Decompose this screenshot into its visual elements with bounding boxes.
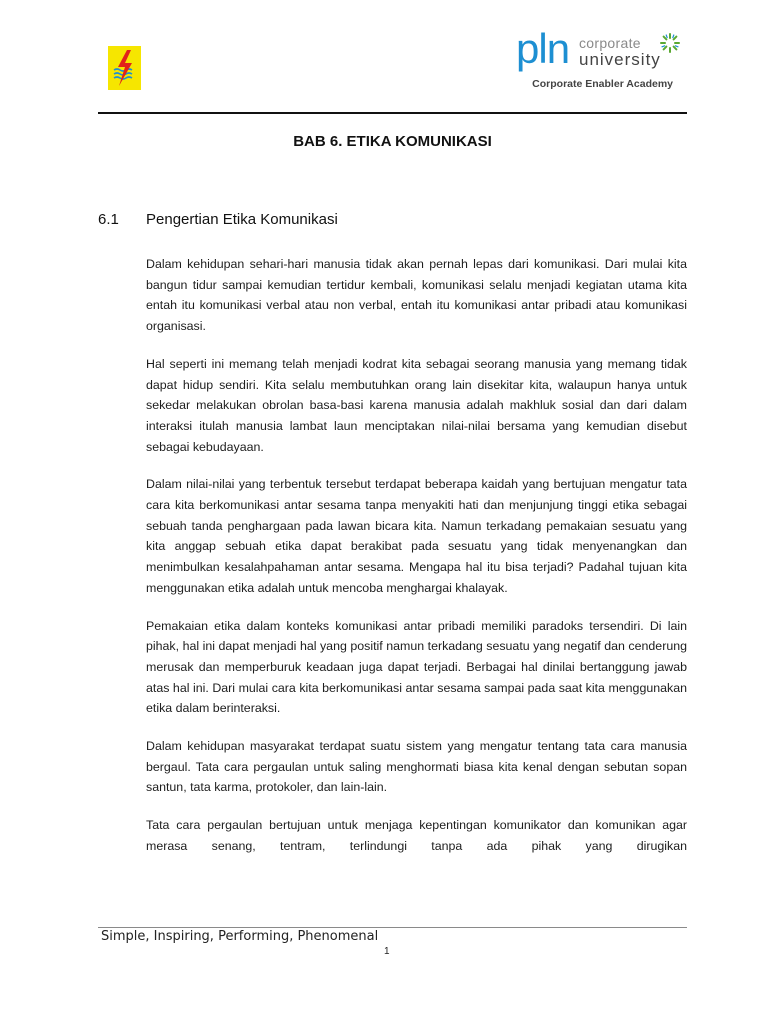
footer-motto: Simple, Inspiring, Performing, Phenomenal (101, 929, 379, 944)
paragraph: Dalam kehidupan masyarakat terdapat suatu sistem yang mengatur tentang tata cara manusia bergaul. Tata cara pergaulan untuk saling menghormati biasa kita kenal dengan sebutan sopan santun, tata karma, protokoler, dan lain-lain. (146, 739, 687, 795)
section-number: 6.1 (98, 211, 119, 228)
brand-university: university (579, 50, 661, 69)
pln-lightning-icon (108, 46, 141, 90)
header-tagline: Corporate Enabler Academy (532, 78, 673, 90)
footer-divider (98, 927, 687, 928)
paragraph: Pemakaian etika dalam konteks komunikasi antar pribadi memiliki paradoks tersendiri. Di lain pihak, hal ini dapat menjadi hal yang positif namun terkadang sesuatu yang negatif dan cenderung merusak dan memperburuk keadaan juga dapat terjadi. Berbagai hal dinilai bertanggung jawab atas hal ini. Dari mulai cara kita berkomunikasi antar sesama sampai pada saat kita menggunakan etika dalam berinteraksi. (146, 618, 687, 716)
paragraph: Hal seperti ini memang telah menjadi kodrat kita sebagai seorang manusia yang memang tidak dapat hidup sendiri. Kita selalu membutuhkan orang lain disekitar kita, walaupun hanya untuk sekedar melakukan obrolan basa-basi karena manusia adalah makhluk sosial dan dari dalam interaksi itulah manusia lambat laun menciptakan nilai-nilai bersama yang kemudian disebut sebagai kebudayaan. (146, 356, 687, 454)
paragraph: Dalam kehidupan sehari-hari manusia tidak akan pernah lepas dari komunikasi. Dari mulai kita bangun tidur sampai kemudian tertidur kembali, komunikasi selalu menjadi kegiatan utama kita entah itu komunikasi verbal atau non verbal, entah itu komunikasi antar pribadi atau komunikasi organisasi. (146, 257, 687, 334)
paragraph: Dalam nilai-nilai yang terbentuk tersebut terdapat beberapa kaidah yang bertujuan mengatur tata cara kita berkomunikasi antar sesama tanpa menyakiti hati dan menjunjung tinggi etika sebagai sebuah tanda penghargaan pada lawan bicara kita. Namun terkadang pemakaian sesuatu yang kita anggap sebuah etika dapat berakibat pada sesuatu yang tidak menyenangkan dan menimbulkan kesalahpahaman antar sesama. Mengapa hal itu bisa terjadi? Padahal tujuan kita menggunakan etika adalah untuk mencoba menghargai khalayak. (146, 477, 687, 595)
pln-logo (108, 46, 141, 90)
sunburst-icon (659, 32, 681, 54)
page-number: 1 (384, 946, 390, 957)
section-title: Pengertian Etika Komunikasi (146, 211, 338, 228)
paragraph: Tata cara pergaulan bertujuan untuk menjaga kepentingan komunikator dan komunikan agar merasa senang, tentram, terlindungi tanpa ada pihak yang dirugikan (146, 818, 687, 853)
chapter-title: BAB 6. ETIKA KOMUNIKASI (293, 133, 492, 150)
body-text (146, 254, 687, 857)
brand-pln: pln (516, 25, 570, 72)
pln-corporate-university-logo (516, 25, 686, 74)
brand-corporate: corporate (579, 35, 641, 51)
header-divider (98, 112, 687, 114)
section-heading (98, 212, 338, 227)
